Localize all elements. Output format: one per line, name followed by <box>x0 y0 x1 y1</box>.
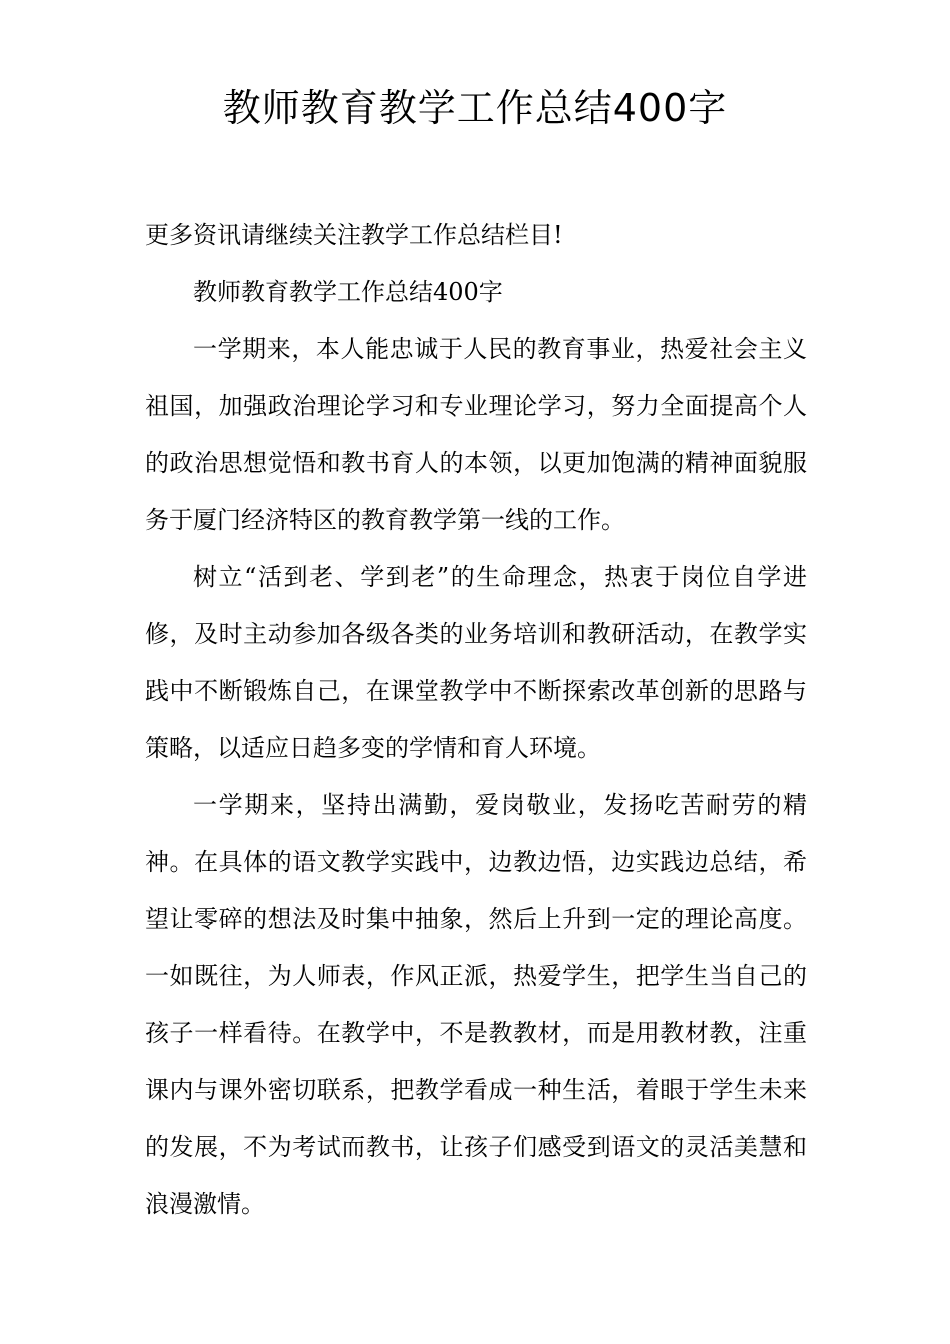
page-title: 教师教育教学工作总结400字 <box>222 86 728 130</box>
paragraph-3: 一学期来，坚持出满勤，爱岗敬业，发扬吃苦耐劳的精神。在具体的语文教学实践中，边教边悟，边实践边总结，希望让零碎的想法及时集中抽象，然后上升到一定的理论高度。一如既往，为人师表，作风正派，热爱学生，把学生当自己的孩子一样看待。在教学中，不是教教材，而是用教材教，注重课内与课外密切联系，把教学看成一种生活，着眼于学生未来的发展，不为考试而教书，让孩子们感受到语文的灵活美慧和浪漫激情。 <box>145 791 807 1218</box>
paragraph-1: 一学期来，本人能忠诚于人民的教育事业，热爱社会主义祖国，加强政治理论学习和专业理论学习，努力全面提高个人的政治思想觉悟和教书育人的本领，以更加饱满的精神面貌服务于厦门经济特区的教育教学第一线的工作。 <box>145 335 807 534</box>
paragraph-2: 树立“活到老、学到老”的生命理念，热衷于岗位自学进修，及时主动参加各级各类的业务培训和教研活动，在教学实践中不断锻炼自己，在课堂教学中不断探索改革创新的思路与策略，以适应日趋多变的学情和育人环境。 <box>145 563 807 762</box>
intro-line: 更多资讯请继续关注教学工作总结栏目! <box>145 221 563 249</box>
subtitle-line: 教师教育教学工作总结400字 <box>193 278 503 306</box>
document-body <box>145 207 807 1233</box>
